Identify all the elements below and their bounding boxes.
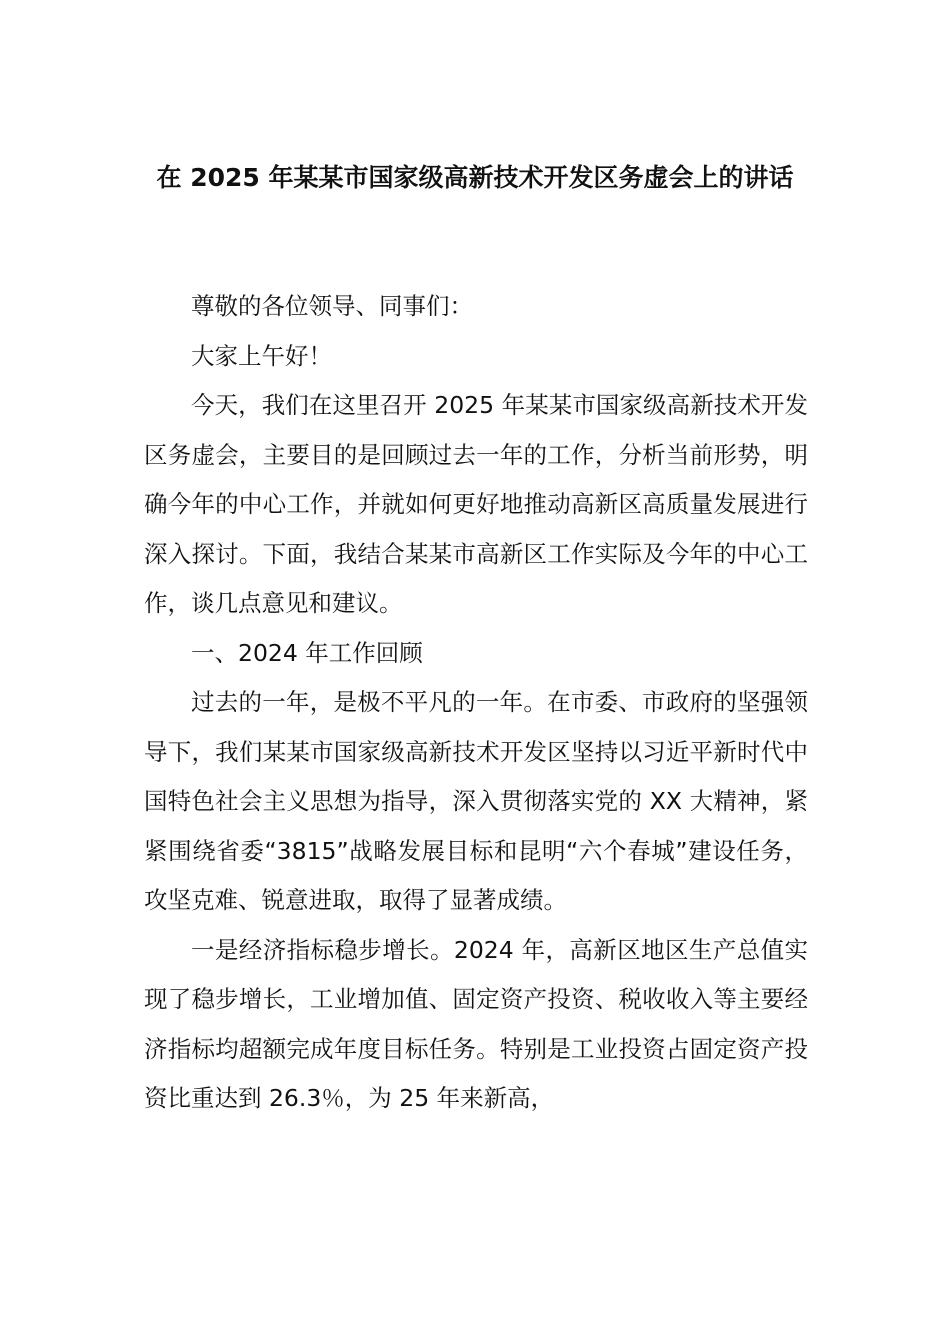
economy-paragraph: 一是经济指标稳步增长。2024 年，高新区地区生产总值实现了稳步增长，工业增加值、固定资产投资、税收收入等主要经济指标均超额完成年度目标任务。特别是工业投资占固定资产投资比重达到 26.3％，为 25 年来新高， <box>144 935 808 1112</box>
salutation: 尊敬的各位领导、同事们： <box>191 292 473 320</box>
intro-paragraph: 今天，我们在这里召开 2025 年某某市国家级高新技术开发区务虚会，主要目的是回顾过去一年的工作，分析当前形势，明确今年的中心工作，并就如何更好地推动高新区高质量发展进行深入探讨。下面，我结合某某市高新区工作实际及今年的中心工作，谈几点意见和建议。 <box>144 391 808 617</box>
page-title: 在 2025 年某某市国家级高新技术开发区务虚会上的讲话 <box>156 163 794 192</box>
review-paragraph: 过去的一年，是极不平凡的一年。在市委、市政府的坚强领导下，我们某某市国家级高新技术开发区坚持以习近平新时代中国特色社会主义思想为指导，深入贯彻落实党的 XX 大精神，紧紧围绕省委“3815”战略发展目标和昆明“六个春城”建设任务，攻坚克难、锐意进取，取得了显著成绩。 <box>144 688 808 914</box>
section-heading: 一、2024 年工作回顾 <box>191 638 423 667</box>
greeting: 大家上午好！ <box>191 341 332 370</box>
document-body <box>144 282 808 1124</box>
